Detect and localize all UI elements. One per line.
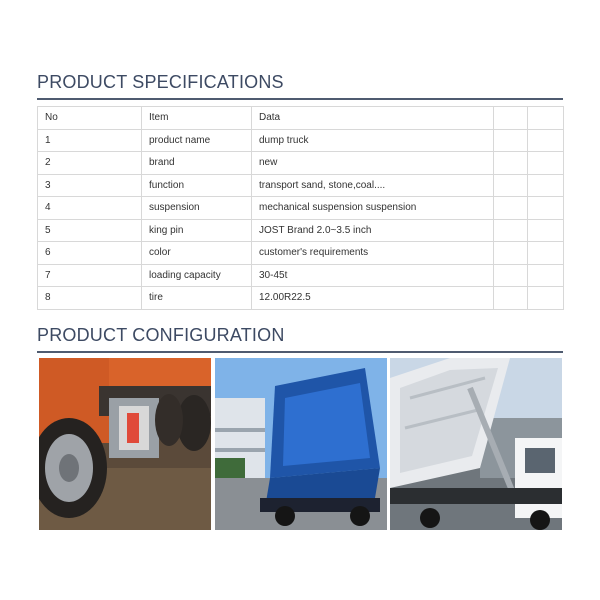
table-cell: 7 xyxy=(38,264,142,287)
table-header-cell xyxy=(528,107,564,130)
table-cell: brand xyxy=(142,152,252,175)
configuration-title: PRODUCT CONFIGURATION xyxy=(37,325,563,353)
table-cell xyxy=(528,219,564,242)
table-header-cell: Item xyxy=(142,107,252,130)
specifications-table xyxy=(37,106,564,310)
table-cell xyxy=(494,242,528,265)
table-row xyxy=(38,242,564,265)
table-cell: 30-45t xyxy=(252,264,494,287)
table-cell xyxy=(528,264,564,287)
table-cell: 5 xyxy=(38,219,142,242)
table-header-cell xyxy=(494,107,528,130)
table-cell xyxy=(494,287,528,310)
table-cell: loading capacity xyxy=(142,264,252,287)
white-dump-body-photo xyxy=(390,358,562,530)
table-row xyxy=(38,219,564,242)
table-cell: suspension xyxy=(142,197,252,220)
table-header-cell: Data xyxy=(252,107,494,130)
table-cell xyxy=(528,287,564,310)
table-cell xyxy=(494,174,528,197)
table-cell: 1 xyxy=(38,129,142,152)
table-cell xyxy=(494,264,528,287)
table-row xyxy=(38,197,564,220)
table-cell xyxy=(528,242,564,265)
table-cell: 4 xyxy=(38,197,142,220)
table-cell xyxy=(494,129,528,152)
table-cell: 2 xyxy=(38,152,142,175)
table-header-cell: No xyxy=(38,107,142,130)
table-row xyxy=(38,287,564,310)
table-cell: product name xyxy=(142,129,252,152)
table-cell: new xyxy=(252,152,494,175)
table-cell: tire xyxy=(142,287,252,310)
table-cell: customer's requirements xyxy=(252,242,494,265)
blue-dump-body-photo xyxy=(215,358,387,530)
table-cell: color xyxy=(142,242,252,265)
table-cell xyxy=(528,197,564,220)
table-cell: JOST Brand 2.0~3.5 inch xyxy=(252,219,494,242)
table-row xyxy=(38,152,564,175)
table-cell: transport sand, stone,coal.... xyxy=(252,174,494,197)
table-cell: mechanical suspension suspension xyxy=(252,197,494,220)
table-cell: function xyxy=(142,174,252,197)
orange-truck-wheel-photo xyxy=(39,358,211,530)
table-cell xyxy=(494,152,528,175)
configuration-photos xyxy=(39,358,562,530)
specifications-title: PRODUCT SPECIFICATIONS xyxy=(37,72,563,100)
table-cell xyxy=(494,197,528,220)
table-row xyxy=(38,174,564,197)
table-cell: dump truck xyxy=(252,129,494,152)
table-cell: 3 xyxy=(38,174,142,197)
table-cell xyxy=(528,129,564,152)
table-cell: 6 xyxy=(38,242,142,265)
table-cell: 8 xyxy=(38,287,142,310)
table-cell xyxy=(528,152,564,175)
table-cell xyxy=(494,219,528,242)
table-cell: 12.00R22.5 xyxy=(252,287,494,310)
table-row xyxy=(38,129,564,152)
table-row xyxy=(38,264,564,287)
table-header-row xyxy=(38,107,564,130)
table-cell xyxy=(528,174,564,197)
table-cell: king pin xyxy=(142,219,252,242)
